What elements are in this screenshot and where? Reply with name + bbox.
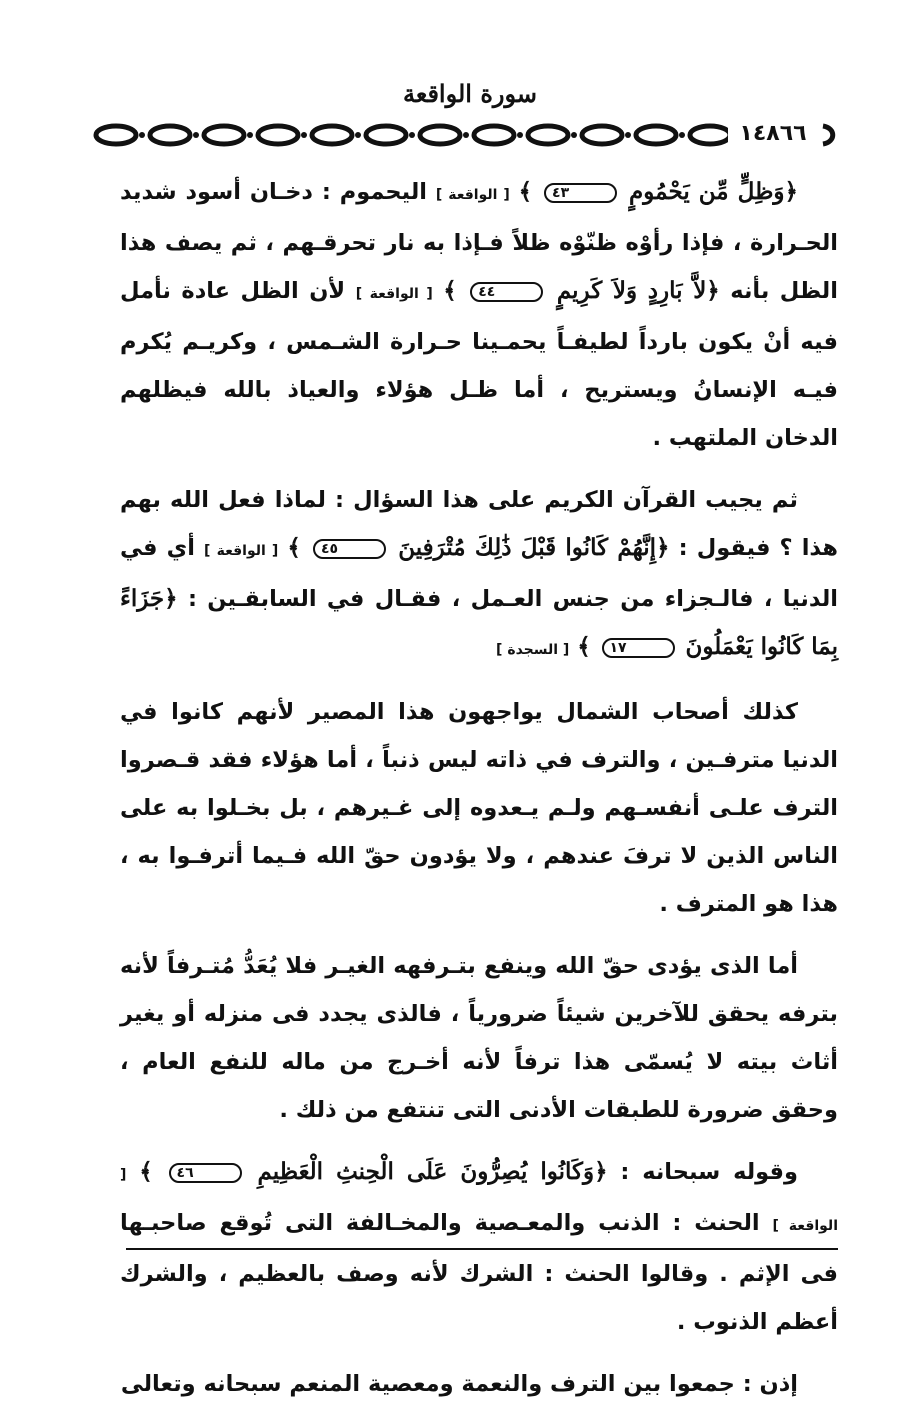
quran-verse: ﴾ (139, 1158, 153, 1185)
quran-verse: ﴿لاَّ بَارِدٍ وَلاَ كَرِيمٍ (556, 277, 720, 304)
paragraph-text: ثم يجيب القرآن الكريم على هذا السؤال : لماذا فعل الله بهم هذا ؟ فيقول : (120, 487, 838, 561)
footer-rule (126, 1248, 838, 1250)
surah-title: سورة الواقعة (403, 79, 537, 108)
surah-reference: [ الواقعة ] (204, 543, 279, 559)
paragraph-text: وقوله سبحانه : (620, 1159, 799, 1185)
ayah-number-badge: ٤٤ (470, 282, 543, 302)
page-number: ١٤٨٦٦ (728, 120, 818, 148)
paragraph-1 (120, 168, 838, 462)
quran-verse: ﴾ (287, 534, 301, 561)
paragraph-2 (120, 476, 838, 674)
quran-verse: ﴿وَكَانُوا يُصِرُّونَ عَلَى الْحِنثِ الْعَظِيمِ (257, 1158, 608, 1185)
quran-verse: ﴿وَظِلٍّ مِّن يَحْمُومٍ (629, 178, 798, 205)
surah-reference: [ الواقعة ] (435, 187, 510, 203)
quran-verse: ﴿إِنَّهُمْ كَانُوا قَبْلَ ذَٰلِكَ مُتْرَفِينَ (398, 534, 670, 561)
surah-reference: [ الواقعة ] (120, 1167, 838, 1234)
quran-verse: ﴾ (577, 633, 591, 660)
paragraph-3 (120, 688, 838, 928)
page-body (120, 168, 838, 1408)
ayah-number-badge: ٤٦ (169, 1163, 242, 1183)
ayah-number-badge: ١٧ (602, 638, 675, 658)
paragraph-4 (120, 942, 838, 1134)
paragraph-text: لأن الظل عادة نأمل فيه أنْ يكون بارداً لطيفـاً يحمـينا حـرارة الشـمس ، وكريـم يُكرم فيـه الإنسانُ ويستريح ، أما ظـل هؤلاء والعياذ بالله فيظلهم الدخان الملتهب . (120, 278, 838, 451)
quran-verse: ﴾ (518, 178, 533, 205)
quran-verse: ﴾ (443, 277, 457, 304)
paragraph-6 (120, 1360, 838, 1408)
surah-reference: [ السجدة ] (496, 642, 570, 658)
paragraph-text: كذلك أصحاب الشمال يواجهون هذا المصير لأنهم كانوا في الدنيا مترفـين ، والترف في ذاته ليس ذنباً ، أما هؤلاء فقد قـصروا الترف علـى أنفسـهم ولـم يـعدوه إلى غـيرهم ، بل بخـلوا به على الناس الذين لا ترفَ عندهم ، ولا يؤدون حقّ الله فـيما أترفـوا به ، هذا هو المترف . (120, 699, 838, 917)
paragraph-text: أي في الدنيا ، فالـجزاء من جنس العـمل ، فقـال في السابقـين : (120, 535, 838, 612)
surah-reference: [ الواقعة ] (355, 286, 433, 302)
paragraph-text: إذن : جمعوا بين الترف والنعمة ومعصية المنعم سبحانه وتعالى (120, 1371, 798, 1397)
paragraph-text: الحنث : الذنب والمعـصية والمخـالفة التى تُوقع صاحبـها فى الإثم . وقالوا الحنث : الشرك لأنه وصف بالعظيم ، والشرك أعظم الذنوب . (120, 1210, 838, 1335)
quran-verse: ﴿جَزَاءً بِمَا كَانُوا يَعْمَلُونَ (120, 585, 838, 660)
paragraph-text: اليحموم : دخـان أسود شديد الحـرارة ، فإذا رأوْه ظنّوْه ظلاً فـإذا به نار تحرقـهم ، ثم يصف هذا الظل بأنه (120, 179, 838, 304)
ayah-number-badge: ٤٥ (313, 539, 386, 559)
ayah-number-badge: ٤٣ (544, 183, 617, 203)
paragraph-text: أما الذى يؤدى حقّ الله وينفع بتـرفهه الغيـر فلا يُعَدُّ مُتـرفاً لأنه بترفه يحقق للآخرين شيئاً ضرورياً ، فالذى يجدد فى منزله أو يغير أثاث بيته لا يُسمّى هذا ترفاً لأنه أخـرج من ماله للنفع العام ، وحقق ضرورة للطبقات الأدنى التى تنتفع من ذلك . (120, 953, 838, 1123)
paragraph-5 (120, 1148, 838, 1346)
